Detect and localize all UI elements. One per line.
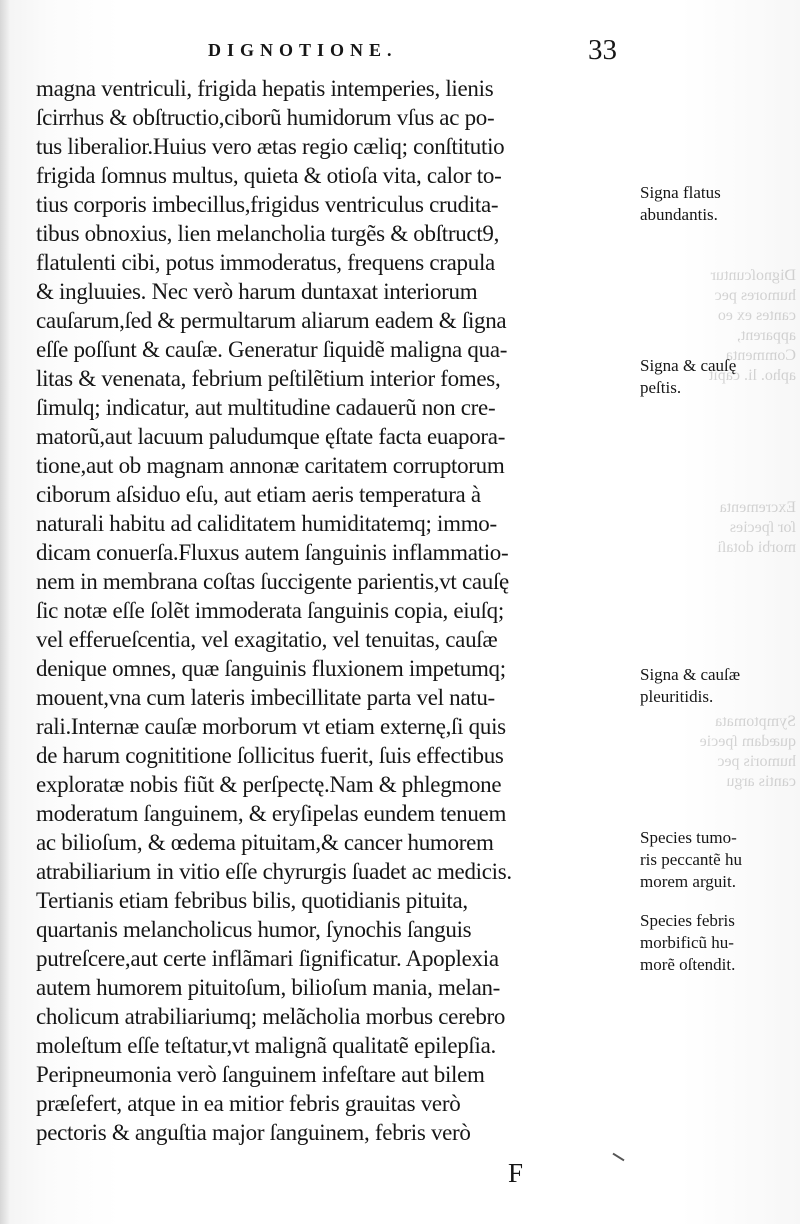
main-text-block — [36, 74, 634, 1147]
marginal-note-line: abundantis. — [640, 205, 718, 224]
bleed-through-line: ſor ſpecies — [729, 519, 796, 536]
bleed-through-line: apparent, — [736, 327, 796, 344]
bleed-through-line: Dignoſcuntur — [710, 267, 796, 284]
text-line: tibus obnoxius, lien melancholia turgẽs & obſtruct9, — [36, 221, 500, 246]
marginal-note-line: Signa flatus — [640, 183, 721, 202]
bleed-through-text — [708, 266, 796, 386]
text-line: ac bilioſum, & œdema pituitam,& cancer humorem — [36, 830, 494, 855]
text-line: & ingluuies. Nec verò harum duntaxat interiorum — [36, 279, 478, 304]
text-line: de harum cognititione ſollicitus fuerit, ſuis effectibus — [36, 743, 504, 768]
bleed-through-line: humoris pec — [717, 753, 796, 770]
text-line: moderatum ſanguinem, & eryſipelas eundem tenuem — [36, 801, 507, 826]
text-line: autem humorem pituitoſum, bilioſum mania, melan- — [36, 975, 501, 1000]
text-line: cholicum atrabiliariumq; melãcholia morbus cerebro — [36, 1004, 506, 1029]
marginal-note-flatus — [640, 182, 790, 226]
marginal-note-febris — [640, 910, 790, 976]
text-line: tione,aut ob magnam annonæ caritatem corruptorum — [36, 453, 505, 478]
text-line: dicam conuerſa.Fluxus autem ſanguinis inflammatio- — [36, 540, 509, 565]
marginal-note-line: peſtis. — [640, 378, 682, 397]
text-line: ciborum aſsiduo eſu, aut etiam aeris temperatura à — [36, 482, 481, 507]
marginal-note-line: Species febris — [640, 911, 735, 930]
text-line: rali.Internæ cauſæ morborum vt etiam externę,ſi quis — [36, 714, 506, 739]
text-line: magna ventriculi, frigida hepatis intemperies, lienis — [36, 76, 494, 101]
bleed-through-line: morbi dotaſi — [717, 539, 796, 556]
text-line: vel efferueſcentia, vel exagitatio, vel tenuitas, cauſæ — [36, 627, 498, 652]
text-line: matorũ,aut lacuum paludumque ęſtate facta euapora- — [36, 424, 506, 449]
marginal-note-line: ris peccantẽ hu — [640, 850, 742, 869]
marginal-note-line: morẽ oſtendit. — [640, 955, 736, 974]
bleed-through-text — [699, 712, 796, 792]
text-line: naturali habitu ad caliditatem humiditatemq; immo- — [36, 511, 497, 536]
text-line: tus liberalior.Huius vero ætas regio cæliq; conſtitutio — [36, 134, 505, 159]
marginal-note-tumoris — [640, 827, 790, 893]
text-line: præſefert, atque in ea mitior febris grauitas verò — [36, 1091, 461, 1116]
text-line: eſſe poſſunt & cauſæ. Generatur ſiquidẽ maligna qua- — [36, 337, 508, 362]
bleed-through-line: cantes ex eo — [717, 307, 796, 324]
binding-shadow — [0, 0, 10, 1224]
bleed-through-line: Excrementa — [719, 499, 796, 516]
bleed-through-line: cantis argu — [726, 773, 796, 790]
bleed-through-line: Commenta — [725, 347, 796, 364]
marginal-note-line: morem arguit. — [640, 872, 736, 891]
text-line: cauſarum,ſed & permultarum aliarum eadem & ſigna — [36, 308, 507, 333]
text-line: exploratæ nobis fiũt & perſpectę.Nam & phlegmone — [36, 772, 502, 797]
text-line: tius corporis imbecillus,frigidus ventriculus crudita- — [36, 192, 499, 217]
text-line: frigida ſomnus multus, quieta & otioſa vita, calor to- — [36, 163, 502, 188]
marginal-note-line: pleuritidis. — [640, 687, 714, 706]
text-line: ſcirrhus & obſtructio,ciborũ humidorum vſus ac po- — [36, 105, 495, 130]
marginal-note-line: morbificũ hu- — [640, 933, 734, 952]
bleed-through-text — [716, 498, 796, 558]
bleed-through-line: apho. li. capit — [708, 367, 796, 384]
bleed-through-line: Symptomata — [715, 713, 796, 730]
marginal-note-pleuritidis — [640, 664, 790, 708]
text-line: Peripneumonia verò ſanguinem infeſtare aut bilem — [36, 1062, 485, 1087]
text-line: litas & venenata, febrium peſtilẽtium interior fomes, — [36, 366, 501, 391]
page-number: 33 — [588, 34, 617, 66]
text-line: ſic notæ eſſe ſolẽt immoderata ſanguinis copia, eiuſq; — [36, 598, 504, 623]
marginal-note-line: Signa & cauſæ — [640, 665, 741, 684]
running-header: DIGNOTIONE. — [208, 40, 398, 60]
text-line: flatulenti cibi, potus immoderatus, frequens crapula — [36, 250, 495, 275]
bleed-through-line: humores pec — [714, 287, 796, 304]
text-line: quartanis melancholicus humor, ſynochis ſanguis — [36, 917, 472, 942]
text-line: denique omnes, quæ ſanguinis fluxionem impetumq; — [36, 656, 506, 681]
text-line: putreſcere,aut certe inflãmari ſignificatur. Apoplexia — [36, 946, 499, 971]
text-line: pectoris & anguſtia major ſanguinem, febris verò — [36, 1120, 471, 1145]
bleed-through-line: quædam ſpecie — [699, 733, 796, 750]
stray-ink-mark — [612, 1153, 624, 1162]
text-line: ſimulq; indicatur, aut multitudine cadauerũ non cre- — [36, 395, 496, 420]
text-line: moleſtum eſſe teſtatur,vt malignã qualitatẽ epilepſia. — [36, 1033, 496, 1058]
text-line: Tertianis etiam febribus bilis, quotidianis pituita, — [36, 888, 468, 913]
marginal-note-line: Species tumo- — [640, 828, 737, 847]
text-line: mouent,vna cum lateris imbecillitate parta vel natu- — [36, 685, 495, 710]
marginal-note-line: Signa & cauſę — [640, 356, 737, 375]
text-line: atrabiliarium in vitio eſſe chyrurgis ſuadet ac medicis. — [36, 859, 512, 884]
signature-mark: F — [508, 1158, 524, 1188]
text-line: nem in membrana coſtas ſuccigente parientis,vt cauſę — [36, 569, 509, 594]
